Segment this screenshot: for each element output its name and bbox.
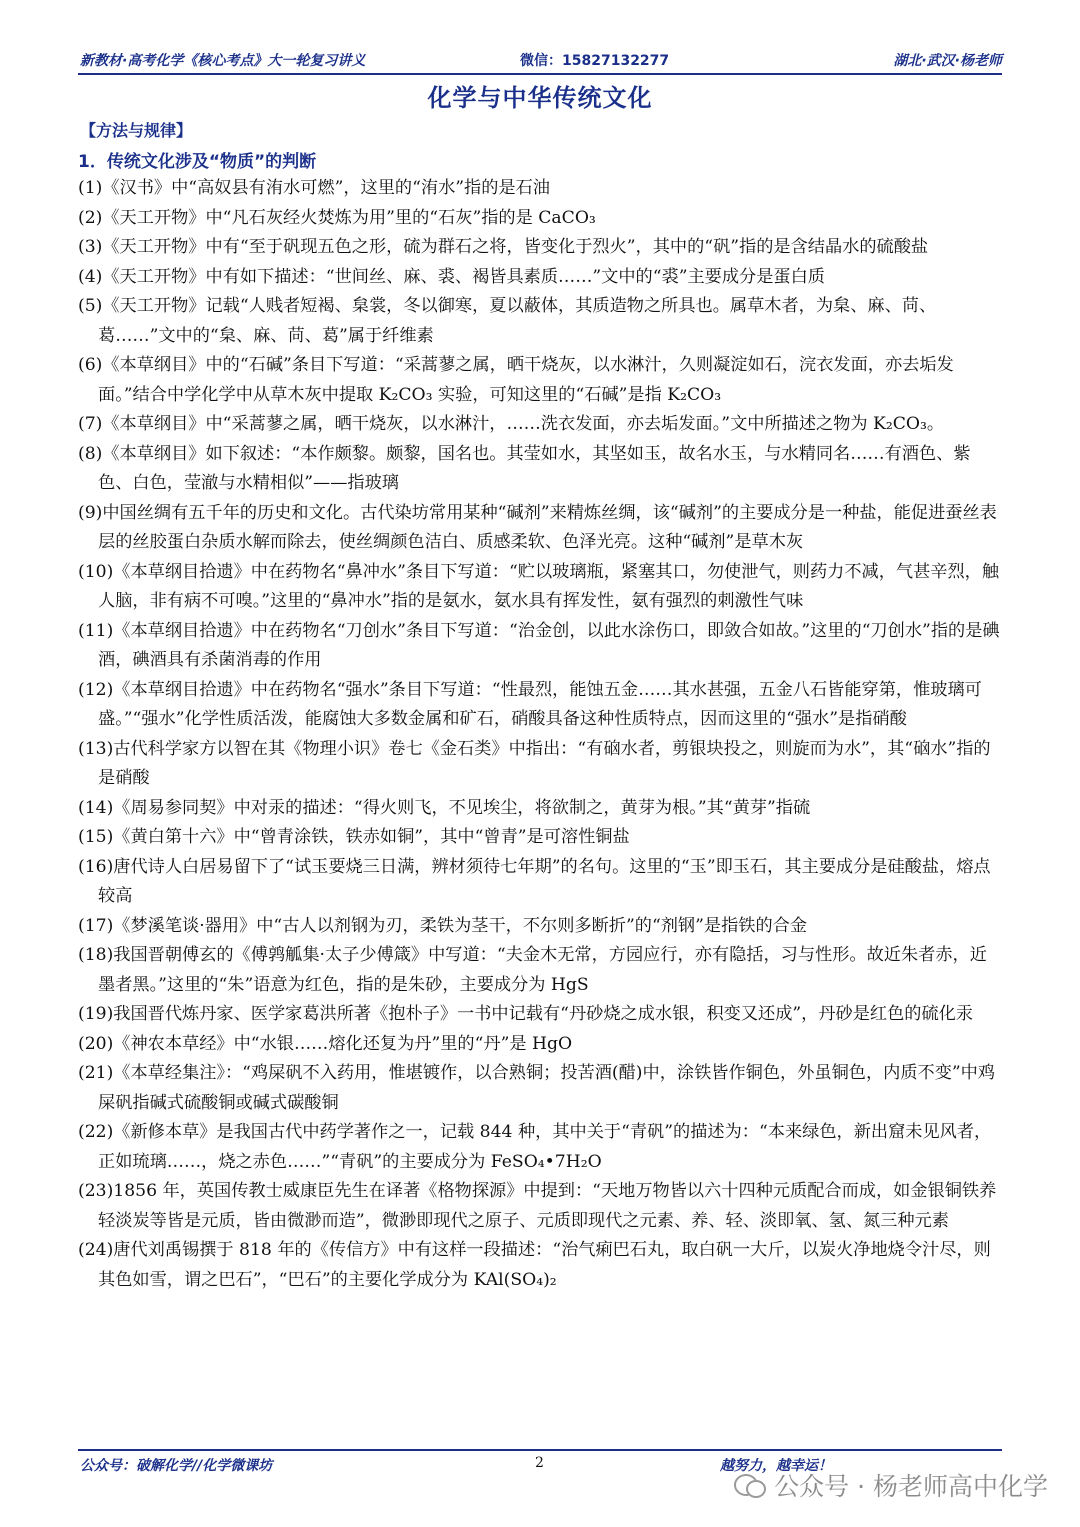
list-item: (16)唐代诗人白居易留下了“试玉要烧三日满，辨材须待七年期”的名句。这里的“玉”即玉石，其主要成分是硅酸盐，熔点较高 [78, 856, 991, 906]
list-item: (10)《本草纲目拾遗》中在药物名“鼻冲水”条目下写道：“贮以玻璃瓶，紧塞其口，勿使泄气，则药力不减，气甚辛烈，触人脑，非有病不可嗅。”这里的“鼻冲水”指的是氨水，氨水具有挥发性，氨有强烈的刺激性气味 [78, 561, 1000, 611]
footer-left: 公众号：破解化学//化学微课坊 [80, 1458, 273, 1474]
subheading: 1．传统文化涉及“物质”的判断 [78, 152, 317, 172]
footer-right: 越努力，越幸运！ [720, 1458, 832, 1474]
list-item: (3)《天工开物》中有“至于矾现五色之形，硫为群石之将，皆变化于烈火”，其中的“矾”指的是含结晶水的硫酸盐 [78, 237, 929, 257]
list-item: (5)《天工开物》记载“人贱者短褐、枲裳，冬以御寒，夏以蔽体，其质造物之所具也。属草木者，为枲、麻、苘、葛……”文中的“枲、麻、苘、葛”属于纤维素 [78, 296, 937, 346]
list-item: (7)《本草纲目》中“采蒿蓼之属，晒干烧灰，以水淋汁，……洗衣发面，亦去垢发面。”文中所描述之物为 K₂CO₃。 [78, 414, 945, 434]
list-item: (14)《周易参同契》中对汞的描述：“得火则飞，不见埃尘，将欲制之，黄芽为根。”其“黄芽”指硫 [78, 797, 811, 818]
list-item: (9)中国丝绸有五千年的历史和文化。古代染坊常用某种“碱剂”来精炼丝绸，该“碱剂”的主要成分是一种盐，能促进蚕丝表层的丝胶蛋白杂质水解而除去，使丝绸颜色洁白、质感柔软、色泽光亮。这种“碱剂”是草木灰 [78, 502, 997, 552]
list-item: (8)《本草纲目》如下叙述：“本作颇黎。颇黎，国名也。其莹如水，其坚如玉，故名水玉，与水精同名……有酒色、紫色、白色，莹澈与水精相似”——指玻璃 [78, 443, 971, 493]
header-contact: 微信：15827132277 [520, 53, 670, 69]
list-item: (24)唐代刘禹锡撰于 818 年的《传信方》中有这样一段描述：“治气痢巴石丸，取白矾一大斤，以炭火净地烧令汁尽，则其色如雪，谓之巴石”，“巴石”的主要化学成分为 KAl(SO₄)₂ [78, 1240, 991, 1290]
watermark [734, 1467, 1048, 1503]
list-item: (18)我国晋朝傅玄的《傅鹑觚集·太子少傅箴》中写道：“夫金木无常，方园应行，亦有隐括，习与性形。故近朱者赤，近墨者黑。”这里的“朱”语意为红色，指的是朱砂，主要成分为 HgS [78, 945, 987, 995]
list-item: (19)我国晋代炼丹家、医学家葛洪所著《抱朴子》一书中记载有“丹砂烧之成水银，积变又还成”，丹砂是红色的硫化汞 [78, 1004, 974, 1024]
page-title: 化学与中华传统文化 [427, 84, 653, 112]
list-item: (21)《本草经集注》：“鸡屎矾不入药用，惟堪镀作，以合熟铜；投苦酒(醋)中，涂铁皆作铜色，外虽铜色，内质不变”中鸡屎矾指碱式硫酸铜或碱式碳酸铜 [78, 1063, 996, 1113]
list-item: (1)《汉书》中“高奴县有洧水可燃”，这里的“洧水”指的是石油 [78, 178, 550, 198]
item-list [78, 174, 1003, 1295]
watermark-text: 公众号 · 杨老师高中化学 [774, 1472, 1048, 1501]
list-item: (12)《本草纲目拾遗》中在药物名“强水”条目下写道：“性最烈，能蚀五金……其水甚强，五金八石皆能穿第，惟玻璃可盛。”“强水”化学性质活泼，能腐蚀大多数金属和矿石，硝酸具备这种性质特点，因而这里的“强水”是指硝酸 [78, 679, 982, 729]
footer-rule [78, 1449, 1002, 1451]
list-item: (23)1856 年，英国传教士威康臣先生在译著《格物探源》中提到：“天地万物皆以六十四种元质配合而成，如金银铜铁养轻淡炭等皆是元质，皆由微渺而造”，微渺即现代之原子、元质即现代之元素、养、轻、淡即氧、氢、氮三种元素 [78, 1181, 997, 1231]
list-item: (15)《黄白第十六》中“曾青涂铁，铁赤如铜”，其中“曾青”是可溶性铜盐 [78, 827, 630, 847]
list-item: (11)《本草纲目拾遗》中在药物名“刀创水”条目下写道：“治金创，以此水涂伤口，即敛合如故。”这里的“刀创水”指的是碘酒，碘酒具有杀菌消毒的作用 [78, 620, 1000, 670]
wechat-icon [734, 1472, 766, 1498]
header-rule [78, 73, 1002, 75]
list-item: (6)《本草纲目》中的“石碱”条目下写道：“采蒿蓼之属，晒干烧灰，以水淋汁，久则凝淀如石，浣衣发面，亦去垢发面。”结合中学化学中从草木灰中提取 K₂CO₃ 实验，可知这里的“石碱”是指 K₂CO₃ [78, 355, 954, 405]
page-header [80, 50, 1002, 72]
header-right: 湖北·武汉·杨老师 [893, 53, 1002, 69]
section-label: 【方法与规律】 [80, 121, 193, 140]
header-left: 新教材·高考化学《核心考点》大一轮复习讲义 [80, 53, 366, 69]
list-item: (2)《天工开物》中“凡石灰经火焚炼为用”里的“石灰”指的是 CaCO₃ [78, 207, 596, 228]
list-item: (4)《天工开物》中有如下描述：“世间丝、麻、裘、褐皆具素质……”文中的“裘”主要成分是蛋白质 [78, 266, 825, 287]
list-item: (13)古代科学家方以智在其《物理小识》卷七《金石类》中指出：“有硇水者，剪银块投之，则旋而为水”，其“硇水”指的是硝酸 [78, 738, 991, 788]
list-item: (22)《新修本草》是我国古代中药学著作之一，记载 844 种，其中关于“青矾”的描述为：“本来绿色，新出窟未见风者，正如琉璃……，烧之赤色……”“青矾”的主要成分为 FeSO₄•7H₂O [78, 1122, 992, 1172]
page-number: 2 [535, 1455, 544, 1471]
list-item: (20)《神农本草经》中“水银……熔化还复为丹”里的“丹”是 HgO [78, 1033, 573, 1054]
list-item: (17)《梦溪笔谈·器用》中“古人以剂钢为刃，柔铁为茎干，不尔则多断折”的“剂钢”是指铁的合金 [78, 915, 808, 936]
